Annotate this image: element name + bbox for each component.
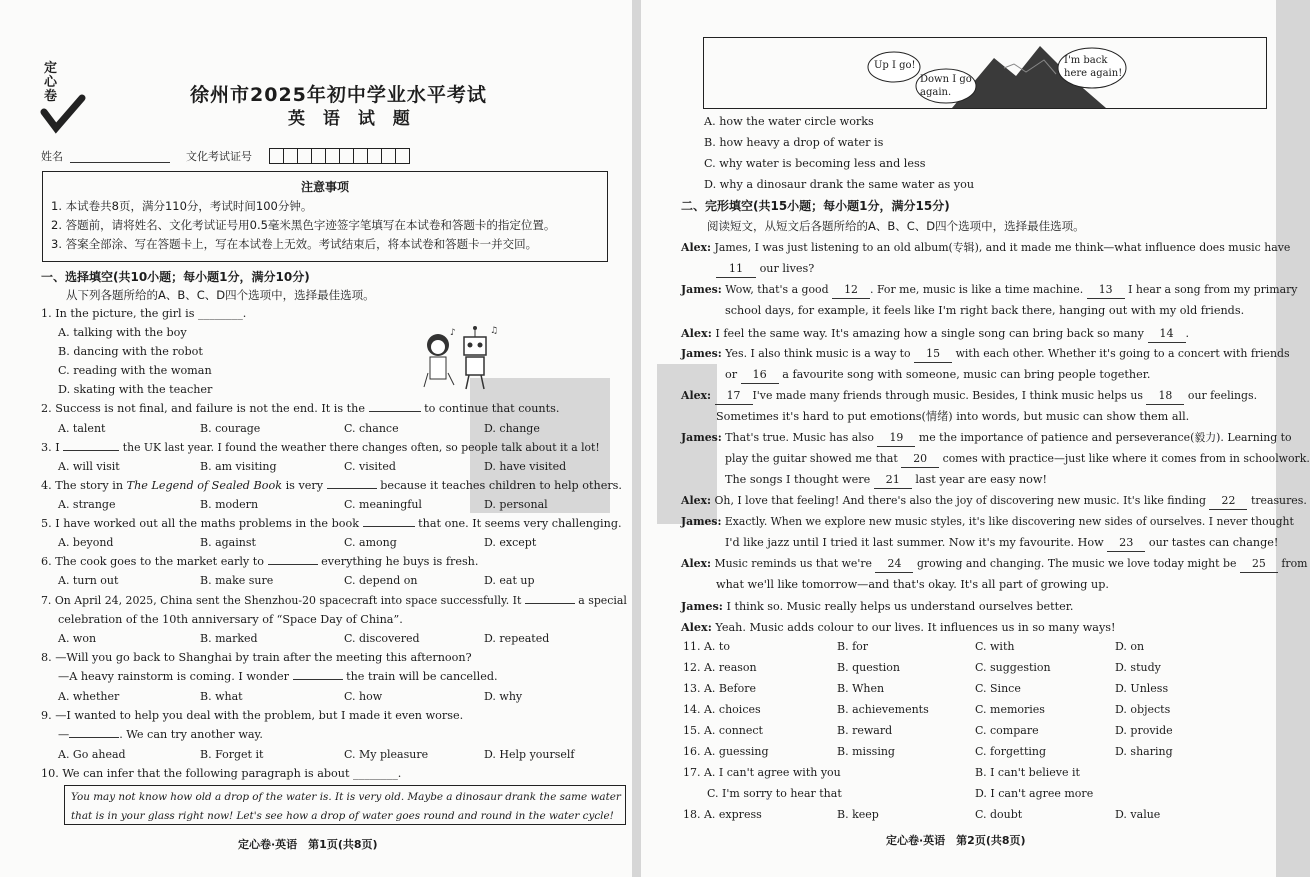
q4-option-b: B. modern xyxy=(200,498,259,511)
dialogue-text: Oh, I love that feeling! And there's also the joy of discovering new music. It's like finding xyxy=(714,494,1207,507)
q10-paragraph-line2: that is in your glass right now! Let's see how a drop of water goes round and round in the water cycle! xyxy=(71,810,614,822)
dialogue-line-2 xyxy=(716,261,814,278)
q4-option-a: A. strange xyxy=(58,498,116,511)
name-field[interactable] xyxy=(70,162,170,163)
answer-11-b: B. for xyxy=(837,640,869,653)
q5-option-c: C. among xyxy=(344,536,397,549)
answer-13-c: C. Since xyxy=(975,682,1021,695)
q8-option-c: C. how xyxy=(344,690,383,703)
dialogue-text: treasures. xyxy=(1250,494,1307,507)
dialogue-text: Wow, that's a good xyxy=(725,283,829,296)
dialogue-line-11 xyxy=(725,451,1310,468)
svg-text:♪: ♪ xyxy=(450,328,456,338)
dialogue-line-5 xyxy=(681,325,1189,343)
blank-12: 12 xyxy=(832,282,870,299)
q6-option-c: C. depend on xyxy=(344,574,418,587)
answer-15-a: 15. A. connect xyxy=(683,724,763,737)
q5-blank xyxy=(363,526,415,527)
answer-18-b: B. keep xyxy=(837,808,879,821)
blank-14: 14 xyxy=(1148,326,1186,343)
q3-option-c: C. visited xyxy=(344,460,396,473)
q8-option-b: B. what xyxy=(200,690,243,703)
speaker-james: James: xyxy=(681,431,722,444)
dialogue-text: our tastes can change! xyxy=(1148,536,1279,549)
dialogue-line-16 xyxy=(681,556,1307,573)
speaker-alex: Alex: xyxy=(681,620,712,634)
q2-stem-a: 2. Success is not final, and failure is not the end. It is the xyxy=(41,402,365,415)
q8-stem-b: —A heavy rainstorm is coming. I wonder xyxy=(58,670,289,683)
dialogue-text: growing and changing. The music we love today might be xyxy=(916,557,1237,570)
dialogue-text: I've made many friends through music. Besides, I think music helps us xyxy=(752,389,1143,402)
answer-15-c: C. compare xyxy=(975,724,1039,737)
answer-18-c: C. doubt xyxy=(975,808,1023,821)
answer-15-b: B. reward xyxy=(837,724,893,737)
q8-stem-a: 8. —Will you go back to Shanghai by train after the meeting this afternoon? xyxy=(41,651,472,664)
answer-18-a: 18. A. express xyxy=(683,808,762,821)
dialogue-line-18 xyxy=(681,598,1073,615)
page2-footer: 定心卷·英语 第2页(共8页) xyxy=(886,834,1026,847)
svg-text:♫: ♫ xyxy=(490,326,499,336)
q6-option-a: A. turn out xyxy=(58,574,119,587)
q10-option-a: A. how the water circle works xyxy=(704,115,874,128)
q10-option-d: D. why a dinosaur drank the same water as you xyxy=(704,178,975,191)
dialogue-text: or xyxy=(725,368,738,381)
dialogue-line-1 xyxy=(681,240,1290,256)
dialogue-text: play the guitar showed me that xyxy=(725,452,898,465)
q1-option-b: B. dancing with the robot xyxy=(58,345,203,358)
section2-intro: 阅读短文，从短文后各题所给的A、B、C、D四个选项中，选择最佳选项。 xyxy=(707,219,1085,233)
answer-15-d: D. provide xyxy=(1115,724,1173,737)
answer-14-a: 14. A. choices xyxy=(683,703,761,716)
dialogue-text: last year are easy now! xyxy=(915,473,1047,486)
dialogue-line-13 xyxy=(681,493,1307,510)
dialogue-line-10 xyxy=(681,430,1292,447)
q6-blank xyxy=(268,564,318,565)
dialogue-text: I think so. Music really helps us understand ourselves better. xyxy=(726,600,1074,613)
q1-stem: 1. In the picture, the girl is ________. xyxy=(41,307,247,320)
q5-stem xyxy=(41,516,622,532)
q9-stem-line2 xyxy=(58,727,263,743)
q3-stem-b: the UK last year. I found the weather there changes often, so people talk about it a lot! xyxy=(122,441,600,454)
q7-option-d: D. repeated xyxy=(484,632,550,645)
q9-option-b: B. Forget it xyxy=(200,748,264,761)
exam-subtitle: 英 语 试 题 xyxy=(288,109,416,129)
notice-item-2: 2. 答题前，请将姓名、文化考试证号用0.5毫米黑色字迹签字笔填写在本试卷和答题卡的指定位置。 xyxy=(51,218,556,232)
q10-paragraph-line1: You may not know how old a drop of the water is. It is very old. Maybe a dinosaur drank the same water xyxy=(71,791,621,803)
girl-robot-illustration xyxy=(420,323,500,393)
dialogue-line-8 xyxy=(681,388,1257,405)
dialogue-text: with each other. Whether it's going to a concert with friends xyxy=(955,347,1290,360)
q9-stem-c: . We can try another way. xyxy=(119,728,263,741)
speaker-alex: Alex: xyxy=(681,389,712,402)
answer-13-b: B. When xyxy=(837,682,885,695)
checkmark-icon xyxy=(40,94,84,134)
answer-12-a: 12. A. reason xyxy=(683,661,757,674)
dialogue-text: Yes. I also think music is a way to xyxy=(725,347,911,360)
answer-16-c: C. forgetting xyxy=(975,745,1047,758)
q9-stem-b: — xyxy=(58,728,70,741)
answer-13-d: D. Unless xyxy=(1115,682,1169,695)
answer-14-d: D. objects xyxy=(1115,703,1171,716)
blank-18: 18 xyxy=(1146,388,1184,405)
q1-option-d: D. skating with the teacher xyxy=(58,383,213,396)
q1-option-c: C. reading with the woman xyxy=(58,364,212,377)
q2-option-d: D. change xyxy=(484,422,540,435)
dialogue-text: Yeah. Music adds colour to our lives. It influences us in so many ways! xyxy=(715,621,1116,634)
q9-blank xyxy=(69,737,119,738)
water-cycle-illustration xyxy=(703,37,1267,109)
answer-17-b: B. I can't believe it xyxy=(975,766,1080,779)
answer-11-d: D. on xyxy=(1115,640,1145,653)
speaker-alex: Alex: xyxy=(681,326,712,340)
dialogue-line-19 xyxy=(681,619,1116,636)
q3-stem xyxy=(41,440,600,456)
id-label: 文化考试证号 xyxy=(186,150,252,163)
id-number-boxes[interactable] xyxy=(269,148,410,164)
answer-11-c: C. with xyxy=(975,640,1015,653)
dialogue-line-9: Sometimes it's hard to put emotions(情绪) into words, but music can show them all. xyxy=(716,410,1190,423)
section1-title: 一、选择填空(共10小题；每小题1分，满分10分) xyxy=(41,270,310,284)
answer-12-c: C. suggestion xyxy=(975,661,1051,674)
q9-option-d: D. Help yourself xyxy=(484,748,575,761)
speaker-james: James: xyxy=(681,347,722,360)
q3-option-b: B. am visiting xyxy=(200,460,277,473)
exam-page-1 xyxy=(0,0,632,877)
q2-stem xyxy=(41,401,559,417)
blank-13: 13 xyxy=(1087,282,1125,299)
dialogue-line-3 xyxy=(681,282,1297,299)
q2-stem-b: to continue that counts. xyxy=(424,402,560,415)
q6-stem-b: everything he buys is fresh. xyxy=(321,555,479,568)
answer-16-b: B. missing xyxy=(837,745,895,758)
dialogue-line-6 xyxy=(681,346,1290,363)
q4-blank xyxy=(327,488,377,489)
speaker-james: James: xyxy=(681,599,723,613)
speaker-alex: Alex: xyxy=(681,557,712,570)
answer-11-a: 11. A. to xyxy=(683,640,730,653)
q3-option-d: D. have visited xyxy=(484,460,567,473)
blank-24: 24 xyxy=(875,556,913,573)
answer-16-a: 16. A. guessing xyxy=(683,745,769,758)
dialogue-text: me the importance of patience and perseverance(毅力). Learning to xyxy=(918,431,1292,444)
blank-19: 19 xyxy=(877,430,915,447)
q10-option-b: B. how heavy a drop of water is xyxy=(704,136,884,149)
q5-stem-a: 5. I have worked out all the maths problems in the book xyxy=(41,517,360,530)
bubble-down: Down I go again. xyxy=(920,74,972,98)
notice-item-3: 3. 答案全部涂、写在答题卡上，写在本试卷上无效。考试结束后，将本试卷和答题卡一并交回。 xyxy=(51,237,538,251)
dialogue-text: comes with practice—just like where it comes from in schoolwork. xyxy=(942,452,1310,465)
q5-option-b: B. against xyxy=(200,536,256,549)
name-label: 姓名 xyxy=(41,150,63,163)
dialogue-text: Exactly. When we explore new music styles, it's like discovering new sides of ourselves. I never thought xyxy=(724,515,1294,528)
q4-stem-c: because it teaches children to help others. xyxy=(380,479,622,492)
q2-blank xyxy=(369,411,421,412)
q9-option-a: A. Go ahead xyxy=(58,748,126,761)
q3-stem-a: 3. I xyxy=(41,441,60,454)
answer-14-b: B. achievements xyxy=(837,703,929,716)
dialogue-line-4: school days, for example, it feels like I'm right back there, hanging out with my old friends. xyxy=(725,304,1245,317)
speaker-alex: Alex: xyxy=(681,241,712,254)
dialogue-text: James, I was just listening to an old album(专辑), and it made me think—what influence does music have xyxy=(714,241,1291,254)
mountain-illustration xyxy=(704,38,1266,108)
q7-option-c: C. discovered xyxy=(344,632,420,645)
answer-12-b: B. question xyxy=(837,661,901,674)
blank-11: 11 xyxy=(716,261,756,278)
blank-20: 20 xyxy=(901,451,939,468)
notice-title: 注意事项 xyxy=(300,180,349,194)
notice-box xyxy=(42,171,608,262)
q5-option-d: D. except xyxy=(484,536,537,549)
speaker-james: James: xyxy=(681,283,722,296)
q5-stem-b: that one. It seems very challenging. xyxy=(418,517,622,530)
q2-option-c: C. chance xyxy=(344,422,399,435)
q3-blank xyxy=(63,450,119,451)
answer-17-c: C. I'm sorry to hear that xyxy=(707,787,842,800)
dialogue-text: I hear a song from my primary xyxy=(1128,283,1298,296)
dialogue-line-7 xyxy=(725,367,1150,384)
dialogue-line-12 xyxy=(725,472,1047,489)
dialogue-text: our feelings. xyxy=(1187,389,1258,402)
speaker-james: James: xyxy=(681,515,722,528)
dialogue-text: . xyxy=(1185,327,1190,340)
q4-stem-a: 4. The story in xyxy=(41,479,124,492)
q8-option-d: D. why xyxy=(484,690,523,703)
blank-15: 15 xyxy=(914,346,952,363)
answer-17-a: 17. A. I can't agree with you xyxy=(683,766,841,779)
page1-footer: 定心卷·英语 第1页(共8页) xyxy=(238,838,378,851)
answer-14-c: C. memories xyxy=(975,703,1045,716)
q7-option-a: A. won xyxy=(58,632,97,645)
answer-16-d: D. sharing xyxy=(1115,745,1173,758)
speaker-alex: Alex: xyxy=(681,494,712,507)
blank-21: 21 xyxy=(874,472,912,489)
dialogue-text: from xyxy=(1281,557,1308,570)
q4-option-c: C. meaningful xyxy=(344,498,422,511)
notice-item-1: 1. 本试卷共8页，满分110分，考试时间100分钟。 xyxy=(51,199,313,213)
exam-page-2 xyxy=(641,0,1310,877)
q7-blank xyxy=(525,603,575,604)
exam-title: 徐州市2025年初中学业水平考试 xyxy=(190,84,487,106)
dialogue-text: I feel the same way. It's amazing how a single song can bring back so many xyxy=(715,327,1144,340)
answer-12-d: D. study xyxy=(1115,661,1161,674)
dialogue-line-15 xyxy=(725,535,1278,552)
q7-option-b: B. marked xyxy=(200,632,258,645)
dialogue-text: our lives? xyxy=(759,262,815,275)
q4-stem-b: is very xyxy=(285,479,324,492)
dialogue-line-17: what we'll like tomorrow—and that's okay. It's all part of growing up. xyxy=(716,578,1109,591)
q5-option-a: A. beyond xyxy=(58,536,114,549)
q3-option-a: A. will visit xyxy=(58,460,120,473)
q6-option-d: D. eat up xyxy=(484,574,535,587)
q9-stem-a: 9. —I wanted to help you deal with the problem, but I made it even worse. xyxy=(41,709,464,722)
q6-option-b: B. make sure xyxy=(200,574,274,587)
blank-23: 23 xyxy=(1107,535,1145,552)
q8-blank xyxy=(293,679,343,680)
q7-stem-b: a special xyxy=(578,594,627,607)
logo-text: 定心卷 xyxy=(44,61,58,104)
q8-stem-c: the train will be cancelled. xyxy=(346,670,498,683)
q6-stem xyxy=(41,554,478,570)
answer-18-d: D. value xyxy=(1115,808,1161,821)
logo xyxy=(40,62,84,134)
section1-intro: 从下列各题所给的A、B、C、D四个选项中，选择最佳选项。 xyxy=(66,288,375,302)
q10-option-c: C. why water is becoming less and less xyxy=(704,157,926,170)
q7-stem-c: celebration of the 10th anniversary of “Space Day of China”. xyxy=(58,613,403,626)
dialogue-line-14 xyxy=(681,514,1294,530)
blank-25: 25 xyxy=(1240,556,1278,573)
q4-stem xyxy=(41,478,622,494)
bubble-back: I'm back here again! xyxy=(1064,55,1123,79)
q10-paragraph xyxy=(64,785,626,825)
dialogue-text: a favourite song with someone, music can bring people together. xyxy=(782,368,1151,381)
answer-13-a: 13. A. Before xyxy=(683,682,756,695)
q4-option-d: D. personal xyxy=(484,498,548,511)
blank-16: 16 xyxy=(741,367,779,384)
q2-option-a: A. talent xyxy=(58,422,106,435)
dialogue-text: The songs I thought were xyxy=(725,473,871,486)
q8-option-a: A. whether xyxy=(58,690,120,703)
q1-option-a: A. talking with the boy xyxy=(58,326,187,339)
q9-option-c: C. My pleasure xyxy=(344,748,429,761)
section2-title: 二、完形填空(共15小题；每小题1分，满分15分) xyxy=(681,199,950,213)
q6-stem-a: 6. The cook goes to the market early to xyxy=(41,555,265,568)
q7-stem-a: 7. On April 24, 2025, China sent the Shenzhou-20 spacecraft into space successfully. It xyxy=(41,594,522,607)
answer-17-d: D. I can't agree more xyxy=(975,787,1094,800)
dialogue-text: I'd like jazz until I tried it last summer. Now it's my favourite. How xyxy=(725,536,1104,549)
q8-stem-line2 xyxy=(58,669,498,685)
q2-option-b: B. courage xyxy=(200,422,261,435)
blank-17: 17 xyxy=(715,388,753,405)
dialogue-text: That's true. Music has also xyxy=(725,431,874,444)
q10-stem: 10. We can infer that the following paragraph is about ________. xyxy=(41,767,402,780)
dialogue-text: . For me, music is like a time machine. xyxy=(870,283,1084,296)
dialogue-text: Music reminds us that we're xyxy=(714,557,872,570)
bubble-up: Up I go! xyxy=(874,60,916,71)
q7-stem xyxy=(41,593,627,609)
blank-22: 22 xyxy=(1209,493,1247,510)
q4-book-title: The Legend of Sealed Book xyxy=(126,479,282,492)
